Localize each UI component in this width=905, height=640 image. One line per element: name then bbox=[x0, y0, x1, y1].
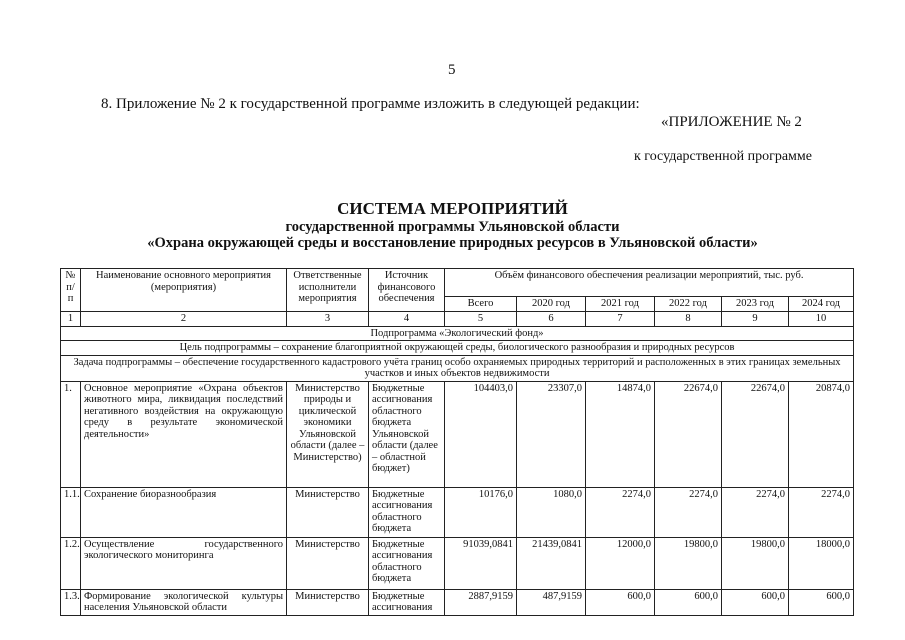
header-source: Источник финансового обеспечения bbox=[369, 269, 445, 312]
document-title: СИСТЕМА МЕРОПРИЯТИЙ bbox=[337, 199, 568, 218]
value-2024: 18000,0 bbox=[789, 537, 854, 589]
value-total: 10176,0 bbox=[445, 487, 517, 537]
value-2023: 2274,0 bbox=[722, 487, 789, 537]
row-number: 1.3. bbox=[61, 589, 81, 615]
row-number: 1.1. bbox=[61, 487, 81, 537]
appendix-heading: «ПРИЛОЖЕНИЕ № 2 bbox=[661, 114, 802, 130]
value-2023: 19800,0 bbox=[722, 537, 789, 589]
column-number: 7 bbox=[586, 312, 655, 327]
value-2021: 600,0 bbox=[586, 589, 655, 615]
header-financing: Объём финансового обеспечения реализации мероприятий, тыс. руб. bbox=[445, 269, 854, 297]
value-2020: 21439,0841 bbox=[517, 537, 586, 589]
column-number: 1 bbox=[61, 312, 81, 327]
table-row bbox=[61, 381, 854, 487]
value-2022: 22674,0 bbox=[655, 381, 722, 487]
table-row bbox=[61, 487, 854, 537]
page-number: 5 bbox=[448, 62, 456, 78]
subprogram-goal: Цель подпрограммы – сохранение благоприятной окружающей среды, биологического разнообразия и природных ресурсов bbox=[61, 341, 854, 356]
goal-row bbox=[61, 341, 854, 356]
header-num: № п/п bbox=[61, 269, 81, 312]
header-year: 2023 год bbox=[722, 297, 789, 312]
event-name: Основное мероприятие «Охрана объектов животного мира, ликвидация последствий негативного воздействия на окружающую среду в результате экономической деятельности» bbox=[81, 381, 287, 487]
column-number: 3 bbox=[287, 312, 369, 327]
value-2022: 2274,0 bbox=[655, 487, 722, 537]
event-executor: Министерство bbox=[287, 487, 369, 537]
value-2021: 2274,0 bbox=[586, 487, 655, 537]
header-executors: Ответственные исполнители мероприятия bbox=[287, 269, 369, 312]
header-row bbox=[61, 269, 854, 297]
value-2020: 487,9159 bbox=[517, 589, 586, 615]
value-2023: 22674,0 bbox=[722, 381, 789, 487]
header-year: 2021 год bbox=[586, 297, 655, 312]
value-2021: 14874,0 bbox=[586, 381, 655, 487]
header-year: 2020 год bbox=[517, 297, 586, 312]
column-number: 6 bbox=[517, 312, 586, 327]
table-row bbox=[61, 589, 854, 615]
value-total: 2887,9159 bbox=[445, 589, 517, 615]
value-2022: 600,0 bbox=[655, 589, 722, 615]
value-2020: 1080,0 bbox=[517, 487, 586, 537]
value-2020: 23307,0 bbox=[517, 381, 586, 487]
value-2022: 19800,0 bbox=[655, 537, 722, 589]
value-2024: 2274,0 bbox=[789, 487, 854, 537]
value-2023: 600,0 bbox=[722, 589, 789, 615]
events-table bbox=[60, 268, 854, 616]
event-source: Бюджетные ассигнования bbox=[369, 589, 445, 615]
header-year: Всего bbox=[445, 297, 517, 312]
column-number: 8 bbox=[655, 312, 722, 327]
column-number: 10 bbox=[789, 312, 854, 327]
task-row bbox=[61, 355, 854, 381]
event-name: Осуществление государственного экологического мониторинга bbox=[81, 537, 287, 589]
value-total: 91039,0841 bbox=[445, 537, 517, 589]
column-number: 4 bbox=[369, 312, 445, 327]
event-name: Формирование экологической культуры населения Ульяновской области bbox=[81, 589, 287, 615]
subprogram-task: Задача подпрограммы – обеспечение государственного кадастрового учёта границ особо охраняемых природных территорий и расположенных в этих границах земельных участков и иных объектов недвижимости bbox=[61, 355, 854, 381]
event-executor: Министерство природы и циклической экономики Ульяновской области (далее – Министерство) bbox=[287, 381, 369, 487]
value-2021: 12000,0 bbox=[586, 537, 655, 589]
row-number: 1. bbox=[61, 381, 81, 487]
program-name: «Охрана окружающей среды и восстановление природных ресурсов в Ульяновской области» bbox=[147, 235, 758, 251]
row-number: 1.2. bbox=[61, 537, 81, 589]
event-executor: Министерство bbox=[287, 537, 369, 589]
event-source: Бюджетные ассигнования областного бюджета Ульяновской области (далее – областной бюджет) bbox=[369, 381, 445, 487]
subprogram-row bbox=[61, 326, 854, 341]
column-numbers-row bbox=[61, 312, 854, 327]
appendix-subheading: к государственной программе bbox=[634, 149, 812, 164]
value-2024: 20874,0 bbox=[789, 381, 854, 487]
value-total: 104403,0 bbox=[445, 381, 517, 487]
column-number: 2 bbox=[81, 312, 287, 327]
event-name: Сохранение биоразнообразия bbox=[81, 487, 287, 537]
event-executor: Министерство bbox=[287, 589, 369, 615]
header-name: Наименование основного мероприятия (мероприятия) bbox=[81, 269, 287, 312]
document-subtitle: государственной программы Ульяновской области bbox=[285, 219, 620, 235]
header-year: 2024 год bbox=[789, 297, 854, 312]
subprogram-title: Подпрограмма «Экологический фонд» bbox=[61, 326, 854, 341]
event-source: Бюджетные ассигнования областного бюджета bbox=[369, 537, 445, 589]
table-row bbox=[61, 537, 854, 589]
value-2024: 600,0 bbox=[789, 589, 854, 615]
event-source: Бюджетные ассигнования областного бюджета bbox=[369, 487, 445, 537]
header-year: 2022 год bbox=[655, 297, 722, 312]
intro-paragraph: 8. Приложение № 2 к государственной программе изложить в следующей редакции: bbox=[101, 96, 640, 112]
column-number: 5 bbox=[445, 312, 517, 327]
column-number: 9 bbox=[722, 312, 789, 327]
